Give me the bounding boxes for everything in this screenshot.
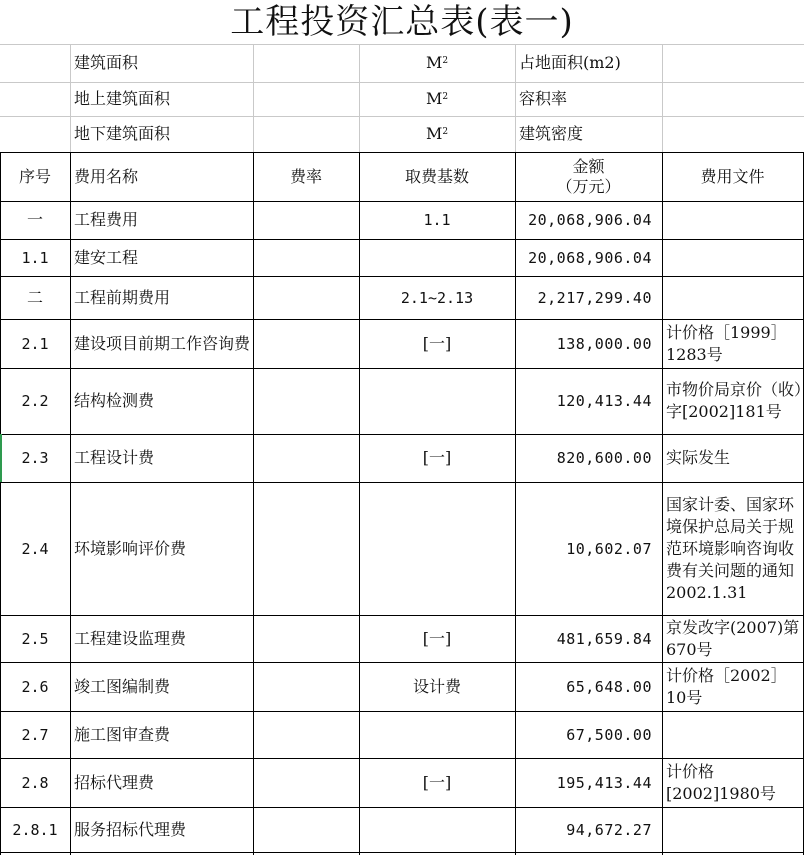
- row-base: 设计费: [412, 676, 461, 696]
- row-name: 工程设计费: [74, 448, 155, 467]
- row-name: 工程前期费用: [74, 287, 171, 307]
- row-amount: 67,500.00: [566, 725, 652, 744]
- row-amount: 820,600.00: [556, 449, 652, 467]
- row-doc: 计价格[2002]1980号: [666, 761, 776, 803]
- info-right-label: 建筑密度: [519, 124, 584, 143]
- row-name: 环境影响评价费: [74, 538, 187, 558]
- info-label: 建筑面积: [74, 53, 139, 72]
- row-seq: 2.3: [21, 449, 49, 467]
- row-amount: 10,602.07: [566, 539, 652, 558]
- row-seq: 二: [26, 287, 43, 307]
- gridline: [253, 44, 254, 152]
- row-doc: 实际发生: [666, 448, 731, 467]
- row-name: 建安工程: [74, 247, 139, 267]
- row-name: 招标代理费: [74, 772, 155, 792]
- amount-header-line2: （万元）: [556, 176, 621, 196]
- column-header-seq: 序号: [18, 166, 51, 186]
- row-seq: 2.6: [21, 677, 49, 696]
- row-name: 服务招标代理费: [74, 819, 187, 839]
- row-doc: 国家计委、国家环境保护总局关于规范环境影响咨询收费有关问题的通知2002.1.31: [666, 494, 795, 602]
- row-amount: 138,000.00: [556, 334, 652, 353]
- info-label: 地下建筑面积: [74, 124, 171, 143]
- info-right-label: 容积率: [519, 89, 568, 108]
- row-doc: 计价格［1999］1283号: [666, 322, 787, 364]
- row-name: 工程费用: [74, 210, 139, 229]
- column-header-amount: [515, 152, 662, 201]
- row-amount: 20,068,906.04: [528, 248, 652, 267]
- table-border: [359, 152, 360, 855]
- info-unit: M $^2$: [425, 53, 449, 72]
- row-seq: 2.8: [21, 773, 49, 792]
- row-name: 结构检测费: [74, 391, 155, 410]
- row-amount: 195,413.44: [556, 773, 652, 792]
- row-doc: 京发改字(2007)第670号: [666, 617, 800, 659]
- row-seq: 2.7: [21, 725, 49, 744]
- row-name: 建设项目前期工作咨询费: [74, 333, 251, 353]
- row-name: 竣工图编制费: [74, 676, 171, 696]
- row-seq: 2.5: [21, 629, 49, 648]
- row-name: 施工图审查费: [74, 724, 171, 744]
- column-header-name: 费用名称: [74, 166, 139, 186]
- row-seq: 2.2: [21, 392, 49, 410]
- table-border: [253, 152, 254, 855]
- row-amount: 481,659.84: [556, 629, 652, 648]
- row-amount: 120,413.44: [556, 392, 652, 410]
- row-base: [一]: [422, 772, 452, 792]
- row-amount: 20,068,906.04: [528, 211, 652, 229]
- info-right-label: 占地面积(m2): [519, 53, 621, 72]
- table-border: [0, 852, 804, 853]
- row-seq: 2.4: [21, 539, 49, 558]
- row-base: 2.1~2.13: [400, 288, 474, 307]
- row-base: [一]: [422, 628, 452, 648]
- gridline: [662, 44, 663, 152]
- row-doc: 市物价局京价（收）字[2002]181号: [666, 380, 803, 421]
- column-header-doc: 费用文件: [700, 166, 765, 186]
- column-header-rate: 费率: [289, 166, 322, 186]
- row-base: 1.1: [423, 211, 451, 229]
- sheet-title: 工程投资汇总表(表一): [230, 2, 574, 42]
- row-amount: 94,672.27: [566, 820, 652, 839]
- column-header-base: 取费基数: [404, 166, 469, 186]
- row-base: [一]: [422, 448, 452, 467]
- info-label: 地上建筑面积: [74, 89, 171, 108]
- row-amount: 65,648.00: [566, 677, 652, 696]
- row-seq: 1.1: [21, 248, 49, 267]
- row-amount: 2,217,299.40: [537, 288, 652, 307]
- info-unit: M $^2$: [425, 89, 449, 108]
- info-unit: M $^2$: [425, 124, 449, 143]
- row-doc: 计价格［2002］10号: [666, 665, 787, 707]
- row-seq: 2.1: [21, 334, 49, 353]
- row-seq: 2.8.1: [12, 820, 58, 839]
- row-base: [一]: [422, 333, 452, 353]
- amount-header-line1: 金额: [572, 156, 605, 176]
- row-name: 工程建设监理费: [74, 628, 187, 648]
- row-seq: 一: [26, 210, 43, 229]
